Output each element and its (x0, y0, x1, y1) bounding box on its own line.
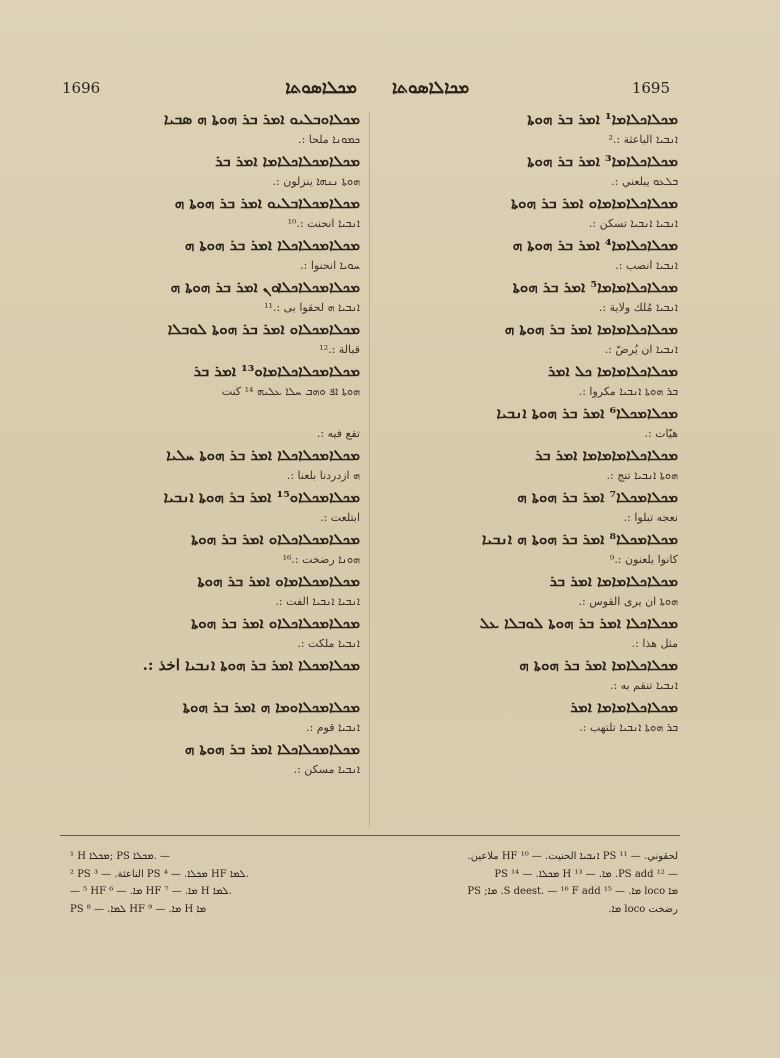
entry-gloss: ܐܢܒܝܐ أنصب :. (615, 260, 678, 272)
entry-gloss: ܐܢܒܝܐ مسكن :. (293, 764, 360, 776)
entry-headword: ܡܟܠܐܟܠܐܡܐ⁴ ܐܡܪ ܒܪ ܗܘܬܐ ܗ (512, 238, 678, 254)
entry-headword: ܡܟܠܐܡܟܠܐ⁶ ܐܡܪ ܒܪ ܗܘܬܐ ܐܢܒܝܐ (496, 406, 678, 422)
entry-gloss: ابتلعت :. (320, 512, 360, 524)
dictionary-entry (378, 574, 678, 614)
dictionary-entry (378, 364, 678, 404)
entry-headword: ܡܟܠܐܡܟܠܐܟܠܐܘ ܐܡܪ ܒܪ ܗܘܬܐ (191, 532, 360, 548)
dictionary-entry (60, 406, 360, 446)
entry-headword: ܡܟܠܐܟܠܐ ܐܡܪ ܒܪ ܗܘܬܐ ܠܘܒܠܐ ܥܠ (479, 616, 678, 632)
entry-headword: ܡܟܠܐܡܟܠܐܟܠܐܘ ܐܡܪ ܒܪ ܗܘܬܐ (191, 616, 360, 632)
dictionary-entry (378, 196, 678, 236)
entry-gloss: ܗܘܬܐ ܐܢܒܝܐ تنج :. (606, 470, 678, 482)
footnotes-left (70, 848, 360, 918)
entry-headword: ܡܟܠܐܘܒܠܝܘ ܐܡܪ ܒܪ ܗܘܬܐ ܗ ܣܒܝܐ (163, 112, 360, 128)
right-column (378, 112, 678, 742)
dictionary-entry (378, 700, 678, 740)
entry-gloss: كانوا يلعنون :.⁹ (609, 554, 678, 566)
entry-headword: ܡܟܠܐܟܠܐܡܐܡܐ ܐܡܪ ܒܪ ܗܘܬܐ ܗ (504, 322, 678, 338)
dictionary-entry (378, 238, 678, 278)
dictionary-entry (378, 322, 678, 362)
dictionary-entry (60, 574, 360, 614)
entry-gloss: ܐܢܒܝܐ ܗ لحقوا بی :.¹¹ (264, 302, 360, 314)
entry-headword: ܡܟܠܐܡܟܠܐ⁷ ܐܡܪ ܒܪ ܗܘܬܐ ܗ (517, 490, 678, 506)
dictionary-entry (378, 658, 678, 698)
entry-gloss: ܗܘܬܐ ܐܦ ܘܗܒ ܚܠܐ ܥܠܝܗ ¹⁴ كُنت (221, 386, 360, 398)
entry-gloss: مثل هذا :. (631, 638, 678, 650)
dictionary-entry (378, 616, 678, 656)
dictionary-entry (60, 742, 360, 782)
entry-headword: ܡܟܠܐܡܟܠܐܟܠܐܡܐܘ¹³ ܐܡܪ ܒܪ (193, 364, 360, 380)
entry-gloss: هيّأت :. (644, 428, 678, 440)
footnote-line: ² PS الناعثة. — ³ PS ܡܟܠܐ. — ⁴ HF ܠܡܐ. (70, 868, 249, 880)
entry-headword: ܡܟܠܐܡܟܠܐܟܠܐ ܐܡܪ ܒܪ ܗܘܬܐ ܗ (184, 238, 360, 254)
dictionary-entry (60, 616, 360, 656)
entry-headword: ܡܟܠܐܟܠܐܡܐܡܐ ܐܡܪ ܒܪ (549, 574, 678, 590)
dictionary-entry (378, 154, 678, 194)
entry-headword: ܡܟܠܐܡܟܠܐܒܠܝܘ ܐܡܪ ܒܪ ܗܘܬܐ ܗ (174, 196, 360, 212)
dictionary-entry (378, 406, 678, 446)
entry-gloss: ܐܢܒܝܐ ܐܢܒܝܐ الفت :. (275, 596, 360, 608)
dictionary-entry (60, 532, 360, 572)
left-page-number: 1696 (62, 79, 101, 97)
footnote-line: ¹ H ܡܟܠܐ; PS ܡܟܠܐ. — (70, 851, 171, 862)
entry-headword: ܡܟܠܐܡܟܠܐܡܐܘ ܐܡܪ ܒܪ ܗܘܬܐ (197, 574, 360, 590)
entry-gloss: ܗ ازدردنا بلعنا :. (286, 470, 360, 482)
entry-gloss: ܐܢܒܝܐ ان يُرضّ :. (604, 344, 678, 356)
dictionary-entry (60, 238, 360, 278)
entry-headword: ܡܟܠܐܟܠܐܡܐ ܐܡܪ ܒܪ ܗܘܬܐ ܗ (519, 658, 678, 674)
entry-headword: ܡܟܠܐܡܟܠܐܟܠܐ ܐܡܪ ܒܪ ܗܘܬܐ ܚܠܝܐ (166, 448, 360, 464)
entry-gloss: ܐܢܒܝܐ مُلك ولاية :. (598, 302, 678, 314)
footnote-line: PS ܠܡܐ. — ⁸ HF ܡܐ. — ⁹ H ܡܐ (70, 903, 207, 915)
footnote-rule (60, 835, 680, 836)
entry-headword: ܡܟܠܐܡܟܠܐ ܐܡܪ ܒܪ ܗܘܬܐ ܐܢܒܝܐ اخذ :. (142, 658, 360, 674)
footnote-line: ܡܐ loco ܡܐ. — ¹⁵ S deest. — ¹⁶ F add. ܡܐ; PS (467, 886, 678, 897)
entry-gloss: ܒܠܥܘ يبلعني :. (611, 176, 678, 188)
entry-headword: ܡܟܠܐܡܟܠܐܘ ܐܡܪ ܒܪ ܗܘܬܐ ܠܘܒܠܐ (167, 322, 360, 338)
entry-headword: ܡܟܠܐܟܠܐܡܐܡܐܘ ܐܡܪ ܒܪ ܗܘܬܐ (510, 196, 678, 212)
entry-headword: ܡܟܠܐܡܟܠܐ⁸ ܐܡܪ ܒܪ ܗܘܬܐ ܗ ܐܢܒܝܐ (481, 532, 678, 548)
dictionary-entry (60, 490, 360, 530)
dictionary-entry (60, 364, 360, 404)
entry-gloss: ܐܢܒܝܐ قوم :. (306, 722, 360, 734)
footnote-line: — ⁵ HF ܡܐ. — ⁶ HF ܡܐ. — ⁷ H ܠܡܐ. (70, 886, 232, 897)
entry-gloss: ܗܘܢܐ رضخت :.¹⁶ (282, 554, 360, 566)
entry-headword: ܡܟܠܐܟܠܐܡܐܡܐ⁵ ܐܡܪ ܒܪ ܗܘܬܐ (512, 280, 678, 296)
footnote-line: رضخت loco ܡܐ. (608, 903, 678, 915)
entry-headword: ܡܟܠܐܟܠܐܡܐ¹ ܐܡܪ ܒܪ ܗܘܬܐ (527, 112, 678, 128)
dictionary-entry (378, 112, 678, 152)
dictionary-entry (60, 280, 360, 320)
left-column (60, 112, 360, 784)
entry-gloss: نعجه تبلوا :. (623, 512, 678, 524)
dictionary-entry (378, 448, 678, 488)
entry-gloss: ܒܪ ܗܘܬܐ ܐܢܒܝܐ مكروا :. (578, 386, 678, 398)
entry-headword: ܡܟܠܐܟܠܐܡܐܡܐ ܐܡܪ (570, 700, 678, 716)
entry-headword: ܡܟܠܐܡܟܠܐܘܡܐ ܗ ܐܡܪ ܒܪ ܗܘܬܐ (182, 700, 360, 716)
entry-gloss: ܟܡܘܢܐ ملحأ :. (298, 134, 360, 146)
entry-gloss: ܗܘܬܐ ܢܢܗܐ ينزلون :. (272, 176, 360, 188)
entry-headword: ܡܟܠܐܟܠܐܡܐܡܐܡܐ ܐܡܪ ܒܪ (534, 448, 678, 464)
dictionary-entry (378, 532, 678, 572)
footnote-line: لحقوني. — ¹¹ PS ܐܢܒܝܐ الحنيت. — ¹⁰ HF ملاعين. (467, 851, 678, 862)
entry-gloss: ܐܢܒܝܐ ܐܢܒܝܐ تسكن :. (588, 218, 678, 230)
footnote-line: — ¹² PS add. ܡܐ. — ¹³ H ܡܟܠܐ. — ¹⁴ PS (494, 868, 678, 880)
dictionary-entry (60, 700, 360, 740)
left-page-header (62, 78, 357, 98)
entry-headword: ܡܟܠܐܟܠܐܡܐ³ ܐܡܪ ܒܪ ܗܘܬܐ (527, 154, 678, 170)
entry-gloss: ܚܘܝܐ انحنوا :. (300, 260, 360, 272)
right-page-number: 1695 (631, 79, 670, 97)
right-page-header (392, 78, 670, 98)
entry-gloss: ܐܢܒܝܐ ملكت :. (297, 638, 360, 650)
entry-headword: ܡܟܠܐܡܟܠܐܟܠܐܡܐ ܐܡܪ ܒܪ (215, 154, 360, 170)
dictionary-entry (60, 154, 360, 194)
entry-headword (60, 406, 360, 428)
dictionary-entry (378, 490, 678, 530)
entry-headword: ܡܟܠܐܡܟܠܐܟܠܐܘܢ ܐܡܪ ܒܪ ܗܘܬܐ ܗ (170, 280, 360, 296)
entry-headword: ܡܟܠܐܟܠܐܡܐܡܐ ܟܠ ܐܡܪ (547, 364, 678, 380)
dictionary-entry (60, 196, 360, 236)
entry-gloss: ܒܪ ܗܘܬܐ ܐܢܒܝܐ تلتهب :. (579, 722, 678, 734)
entry-gloss: قبالة :.¹² (319, 344, 360, 356)
dictionary-entry (60, 448, 360, 488)
dictionary-entry (60, 322, 360, 362)
dictionary-entry (378, 280, 678, 320)
entry-gloss: تقع فيه :. (316, 428, 360, 440)
right-running-title: ܡܟܐܠܐܣܘܬܐ (392, 78, 470, 98)
column-divider (369, 112, 370, 827)
left-running-title: ܡܟܠܐܣܘܬܐ (285, 78, 357, 98)
entry-gloss: ܐܢܒܝܐ انحنت :.¹⁰ (287, 218, 360, 230)
entry-headword: ܡܟܠܐܡܟܠܐܟܠܐ ܐܡܪ ܒܪ ܗܘܬܐ ܗ (184, 742, 360, 758)
entry-gloss (60, 680, 360, 698)
entry-gloss: ܗܘܬܐ ان يرى القوس :. (578, 596, 678, 608)
entry-gloss: ܐܢܒܝܐ تنقم به :. (610, 680, 678, 692)
footnotes-right (378, 848, 678, 918)
dictionary-entry (60, 112, 360, 152)
entry-gloss: ܐܢܒܝܐ الباعثة :.² (608, 134, 678, 146)
entry-headword: ܡܟܠܐܡܟܠܐܘ¹⁵ ܐܡܪ ܒܪ ܗܘܬܐ ܐܢܒܝܐ (163, 490, 360, 506)
dictionary-entry (60, 658, 360, 698)
